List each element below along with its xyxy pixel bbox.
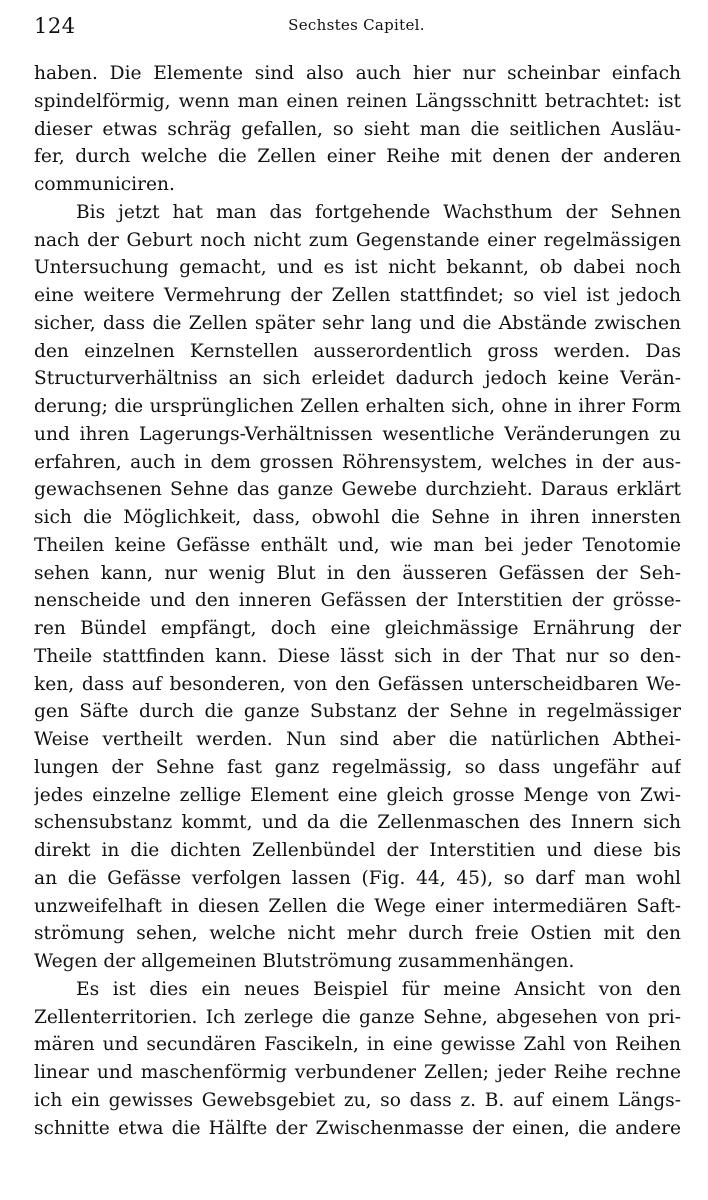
running-title: Sechstes Capitel. <box>288 16 425 34</box>
text-line: Theilen keine Gefässe enthält und, wie man bei jeder Tenotomie <box>34 534 681 556</box>
text-line: gewachsenen Sehne das ganze Gewebe durchzieht. Daraus erklärt <box>34 479 681 501</box>
text-line: nenscheide und den inneren Gefässen der Interstitien der grösse- <box>34 590 681 612</box>
text-line: dieser etwas schräg gefallen, so sieht man die seitlichen Ausläu- <box>34 118 681 140</box>
page-header <box>34 14 679 44</box>
text-line: unzweifelhaft in diesen Zellen die Wege einer intermediären Saft- <box>34 895 681 917</box>
paragraph-start-line: Bis jetzt hat man das fortgehende Wachsthum der Sehnen <box>76 201 681 223</box>
paragraph-start-line: Es ist dies ein neues Beispiel für meine Ansicht von den <box>76 978 681 1000</box>
text-line: direkt in die dichten Zellenbündel der Interstitien und diese bis <box>34 840 681 861</box>
text-line: ren Bündel empfängt, doch eine gleichmässige Ernährung der <box>34 618 681 639</box>
paragraph-end-line: Wegen der allgemeinen Blutströmung zusammenhängen. <box>34 951 575 972</box>
text-line: lungen der Sehne fast ganz regelmässig, so dass ungefähr auf <box>34 756 681 778</box>
text-line: spindelförmig, wenn man einen reinen Längsschnitt betrachtet: ist <box>34 90 681 112</box>
text-line: haben. Die Elemente sind also auch hier nur scheinbar einfach <box>34 63 681 84</box>
text-line: Theile stattfinden kann. Diese lässt sich in der That nur so den- <box>34 645 681 667</box>
text-line: nach der Geburt noch nicht zum Gegenstande einer regelmässigen <box>34 229 681 251</box>
text-line: strömung sehen, welche nicht mehr durch freie Ostien mit den <box>34 923 681 945</box>
text-line: eine weitere Vermehrung der Zellen stattfindet; so viel ist jedoch <box>34 285 681 306</box>
text-line: sich die Möglichkeit, dass, obwohl die Sehne in ihren innersten <box>34 507 681 528</box>
text-line: mären und secundären Fascikeln, in eine gewisse Zahl von Reihen <box>34 1034 681 1056</box>
text-line: ich ein gewisses Gewebsgebiet zu, so dass z. B. auf einem Längs- <box>34 1089 681 1111</box>
text-line: schnitte etwa die Hälfte der Zwischenmasse der einen, die andere <box>34 1117 681 1139</box>
text-line: Structurverhältniss an sich erleidet dadurch jedoch keine Verän- <box>34 368 681 390</box>
text-line: und ihren Lagerungs-Verhältnissen wesentliche Veränderungen zu <box>34 423 681 445</box>
text-line: jedes einzelne zellige Element eine gleich grosse Menge von Zwi- <box>34 784 681 806</box>
text-line: fer, durch welche die Zellen einer Reihe mit denen der anderen <box>34 146 681 168</box>
text-line: Weise vertheilt werden. Nun sind aber die natürlichen Abthei- <box>34 729 681 750</box>
text-line: schensubstanz kommt, und da die Zellenmaschen des Innern sich <box>34 812 681 834</box>
text-line: derung; die ursprünglichen Zellen erhalten sich, ohne in ihrer Form <box>34 396 681 417</box>
text-line: sicher, dass die Zellen später sehr lang und die Abstände zwischen <box>34 312 681 334</box>
paragraph-end-line: communiciren. <box>34 174 175 195</box>
text-line: den einzelnen Kernstellen ausserordentlich gross werden. Das <box>34 340 681 362</box>
text-line: gen Säfte durch die ganze Substanz der Sehne in regelmässiger <box>34 701 681 723</box>
text-line: Zellenterritorien. Ich zerlege die ganze Sehne, abgesehen von pri- <box>34 1006 681 1028</box>
text-line: Untersuchung gemacht, und es ist nicht bekannt, ob dabei noch <box>34 257 681 279</box>
text-line: linear und maschenförmig verbundener Zellen; jeder Reihe rechne <box>34 1062 681 1083</box>
body-text <box>34 60 681 1142</box>
text-line: an die Gefässe verfolgen lassen (Fig. 44, 45), so darf man wohl <box>34 867 681 889</box>
text-line: ken, dass auf besonderen, von den Gefässen unterscheidbaren We- <box>34 673 681 695</box>
text-line: erfahren, auch in dem grossen Röhrensystem, welches in der aus- <box>34 451 681 473</box>
page-number: 124 <box>34 14 76 38</box>
text-line: sehen kann, nur wenig Blut in den äusseren Gefässen der Seh- <box>34 562 681 584</box>
